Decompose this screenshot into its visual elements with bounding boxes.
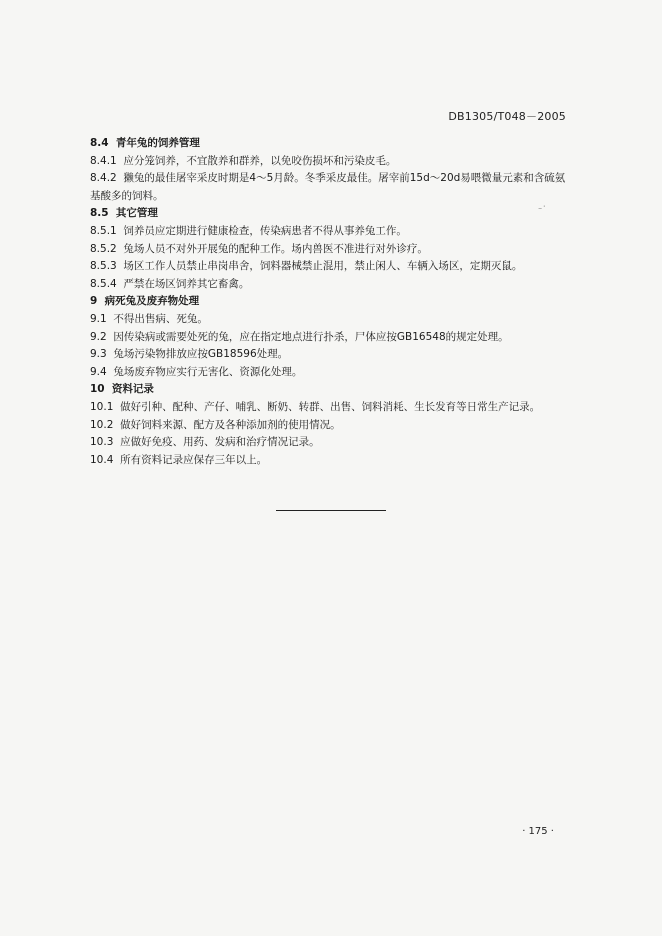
scan-mark: ⁻˙ [538,205,547,214]
clause: 10.2 做好饲料来源、配方及各种添加剂的使用情况。 [90,418,341,431]
section-heading: 10 资料记录 [90,383,154,396]
clause: 9.1 不得出售病、死兔。 [90,312,208,325]
clause: 9.2 因传染病或需要处死的兔，应在指定地点进行扑杀，尸体应按GB16548的规定处理。 [90,330,509,343]
clause: 8.5.2 兔场人员不对外开展兔的配种工作。场内兽医不准进行对外诊疗。 [90,242,428,255]
document-code: DB1305/T048－2005 [448,110,566,123]
clause: 10.3 应做好免疫、用药、发病和治疗情况记录。 [90,436,320,449]
section-heading: 8.5 其它管理 [90,207,158,220]
document-body [90,135,572,469]
clause: 8.5.4 严禁在场区饲养其它畜禽。 [90,277,250,290]
end-rule [276,510,386,511]
section-heading: 8.4 青年兔的饲养管理 [90,137,200,149]
clause: 10.1 做好引种、配种、产仔、哺乳、断奶、转群、出售、饲料消耗、生长发育等日常生产记录。 [90,400,541,413]
clause: 8.4.1 应分笼饲养，不宜散养和群养，以免咬伤损坏和污染皮毛。 [90,154,397,167]
clause: 8.4.2 獭兔的最佳屠宰采皮时期是4～5月龄。冬季采皮最佳。屠宰前15d～20d易喂微量元素和含硫氨基酸多的饲料。 [90,172,566,202]
clause: 9.3 兔场污染物排放应按GB18596处理。 [90,348,289,361]
clause: 8.5.1 饲养员应定期进行健康检查，传染病患者不得从事养兔工作。 [90,224,407,237]
clause: 9.4 兔场废弃物应实行无害化、资源化处理。 [90,365,303,378]
section-heading: 9 病死兔及废弃物处理 [90,295,200,308]
clause: 10.4 所有资料记录应保存三年以上。 [90,453,268,466]
clause: 8.5.3 场区工作人员禁止串岗串舍，饲料器械禁止混用，禁止闲人、车辆入场区，定期灭鼠。 [90,260,523,273]
page-number: · 175 · [522,826,554,837]
